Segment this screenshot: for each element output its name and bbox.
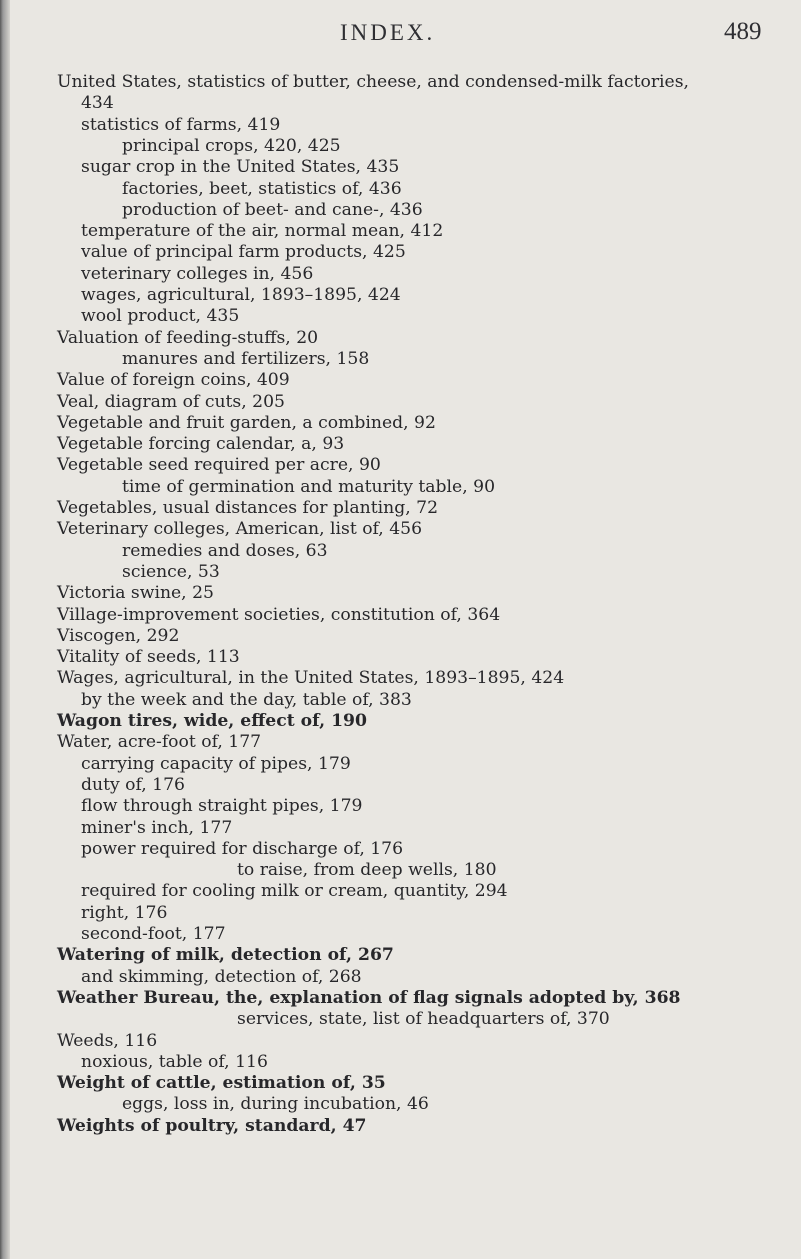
index-entry: Valuation of feeding-stuffs, 20 bbox=[57, 327, 319, 348]
index-entry: time of germination and maturity table, 90 bbox=[122, 476, 496, 497]
index-entry: miner's inch, 177 bbox=[81, 817, 233, 838]
index-entry: wool product, 435 bbox=[81, 306, 240, 327]
index-entry: and skimming, detection of, 268 bbox=[81, 966, 362, 987]
index-entry: Water, acre-foot of, 177 bbox=[57, 732, 262, 753]
index-entry: manures and fertilizers, 158 bbox=[122, 348, 370, 369]
index-entry: Victoria swine, 25 bbox=[57, 583, 214, 604]
index-entry: production of beet- and cane-, 436 bbox=[122, 199, 423, 220]
index-entry: services, state, list of headquarters of, 370 bbox=[237, 1009, 610, 1030]
index-entry: veterinary colleges in, 456 bbox=[81, 263, 314, 284]
index-entry: Village-improvement societies, constitution of, 364 bbox=[57, 604, 501, 625]
index-entry: Weather Bureau, the, explanation of flag signals adopted by, 368 bbox=[57, 987, 681, 1008]
index-entry: by the week and the day, table of, 383 bbox=[81, 689, 412, 710]
index-entry: Value of foreign coins, 409 bbox=[57, 370, 290, 391]
index-entry: value of principal farm products, 425 bbox=[81, 242, 406, 263]
index-entry: required for cooling milk or cream, quantity, 294 bbox=[81, 881, 508, 902]
index-entry: wages, agricultural, 1893–1895, 424 bbox=[81, 285, 401, 305]
index-entry: eggs, loss in, during incubation, 46 bbox=[122, 1094, 429, 1115]
index-entry: duty of, 176 bbox=[81, 774, 185, 795]
index-entry: 434 bbox=[81, 93, 114, 114]
index-entry: noxious, table of, 116 bbox=[81, 1051, 268, 1072]
index-entry: Vegetable and fruit garden, a combined, 92 bbox=[57, 412, 436, 433]
index-entry: Vegetable forcing calendar, a, 93 bbox=[57, 434, 345, 455]
index-entry: Vegetable seed required per acre, 90 bbox=[57, 455, 381, 476]
index-entry: Weight of cattle, estimation of, 35 bbox=[57, 1073, 386, 1094]
index-entry: Wages, agricultural, in the United States, 1893–1895, 424 bbox=[57, 668, 565, 689]
index-entry: factories, beet, statistics of, 436 bbox=[122, 178, 402, 199]
index-entry: Veterinary colleges, American, list of, 456 bbox=[57, 519, 423, 540]
index-entry: flow through straight pipes, 179 bbox=[81, 796, 363, 817]
page-header bbox=[0, 20, 801, 50]
page-number: 489 bbox=[724, 18, 762, 45]
index-entry: remedies and doses, 63 bbox=[122, 540, 328, 561]
index-entry: United States, statistics of butter, cheese, and condensed-milk factories, bbox=[57, 72, 690, 92]
book-spine-edge bbox=[0, 0, 10, 1259]
index-entry: Weeds, 116 bbox=[57, 1030, 158, 1051]
index-entry: to raise, from deep wells, 180 bbox=[237, 860, 497, 881]
index-entry: principal crops, 420, 425 bbox=[122, 135, 341, 156]
index-entry: science, 53 bbox=[122, 561, 220, 582]
index-entry: power required for discharge of, 176 bbox=[81, 838, 404, 859]
index-entry: statistics of farms, 419 bbox=[81, 114, 281, 135]
index-entry: sugar crop in the United States, 435 bbox=[81, 157, 400, 178]
page-title: INDEX. bbox=[340, 20, 436, 45]
index-entry: second-foot, 177 bbox=[81, 924, 226, 944]
index-entry: Watering of milk, detection of, 267 bbox=[57, 945, 394, 966]
index-entry: carrying capacity of pipes, 179 bbox=[81, 753, 351, 774]
index-entry: temperature of the air, normal mean, 412 bbox=[81, 221, 444, 242]
index-entry: Weights of poultry, standard, 47 bbox=[57, 1115, 367, 1136]
index-entry: Wagon tires, wide, effect of, 190 bbox=[57, 711, 367, 731]
index-entry: Vitality of seeds, 113 bbox=[57, 647, 240, 668]
index-entry: right, 176 bbox=[81, 902, 168, 923]
index-entry: Veal, diagram of cuts, 205 bbox=[57, 391, 285, 412]
index-entry: Viscogen, 292 bbox=[57, 625, 180, 646]
index-entry: Vegetables, usual distances for planting, 72 bbox=[57, 498, 439, 518]
